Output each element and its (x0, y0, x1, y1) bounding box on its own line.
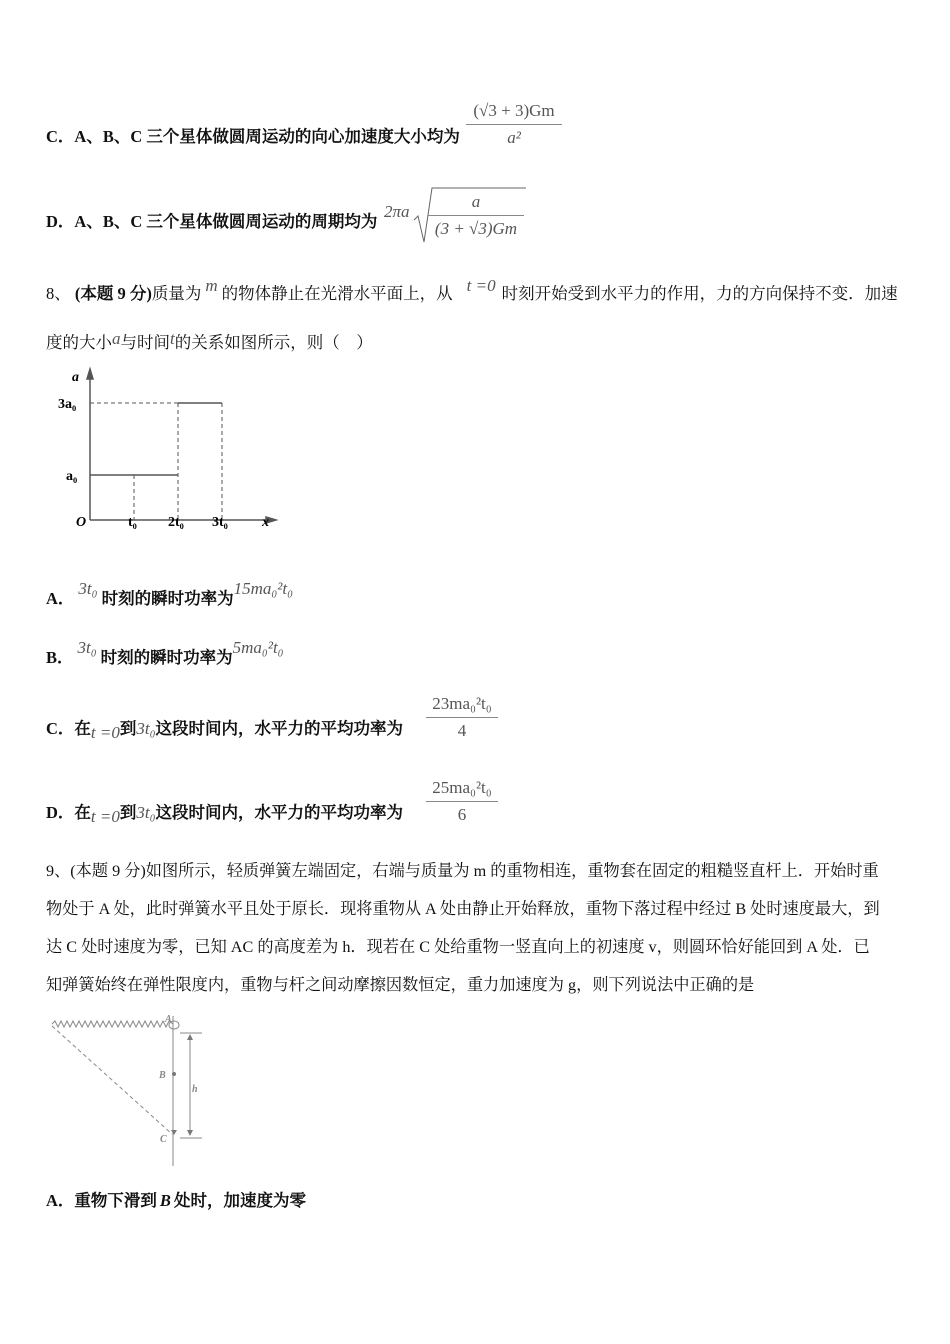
q9-stem-line-4: 知弹簧始终在弹性限度内，重物与杆之间动摩擦因数恒定，重力加速度为 g，则下列说法中正确的是 (46, 976, 755, 994)
q9-stem-line-1: 9、(本题 9 分)如图所示，轻质弹簧左端固定，右端与质量为 m 的重物相连，重物套在固定的粗糙竖直杆上．开始时重 (46, 862, 879, 880)
option-label: A． (46, 1191, 75, 1210)
option-text: A、B、C 三个星体做圆周运动的周期均为 (74, 212, 378, 231)
denominator: 6 (457, 805, 467, 824)
denominator: (3 + √3)Gm (434, 219, 518, 238)
math-m: m (205, 276, 218, 295)
option-text: 处时，加速度为零 (173, 1191, 306, 1210)
q7-option-d (46, 212, 377, 232)
label-h: h (192, 1084, 198, 1095)
q9-stem-line-3: 达 C 处时速度为零，已知 AC 的高度差为 h．现若在 C 处给重物一竖直向上的初速度 v，则圆环恰好能回到 A 处．已 (46, 938, 870, 956)
q8-stem-line-2 (46, 329, 373, 353)
q7-c-fraction (466, 101, 562, 148)
q8-d-fraction (426, 778, 498, 825)
option-text: 到 (119, 803, 137, 822)
q7-d-fraction (428, 192, 524, 239)
option-label: D． (46, 803, 75, 822)
stem-text: 度的大小 (46, 333, 112, 352)
q8-a-t-graph (50, 365, 290, 540)
q8-stem-line-1 (46, 276, 898, 304)
y-tick-a0: a₀ (66, 469, 78, 484)
math: 3t₀ (136, 803, 156, 822)
q9-stem-line-2: 物处于 A 处，此时弹簧水平且处于原长．现将重物从 A 处由静止开始释放，重物下落过程中经过 B 处时速度最大，到 (46, 900, 880, 918)
option-text: 时刻的瞬时功率为 (101, 589, 234, 608)
stem-text: 与时间 (120, 333, 170, 352)
math: 15ma₀²t₀ (233, 579, 293, 598)
denominator: 4 (457, 721, 467, 740)
q8-option-b[interactable] (46, 638, 284, 668)
origin-label: O (76, 515, 87, 530)
math: 3t₀ (77, 638, 97, 657)
q8-c-fraction (426, 694, 498, 741)
numerator: (√3 + 3)Gm (466, 101, 562, 125)
option-text: 这段时间内，水平力的平均功率为 (155, 803, 404, 822)
y-tick-3a0: 3a₀ (58, 397, 77, 412)
stem-text: 的关系如图所示，则（ ） (174, 333, 373, 352)
option-label: B． (46, 648, 74, 667)
q8-option-c[interactable] (46, 719, 404, 742)
spring (52, 1021, 173, 1027)
math-t: t (170, 329, 175, 348)
q8-option-d[interactable] (46, 803, 404, 826)
option-label: C． (46, 127, 75, 146)
option-text: 在 (74, 803, 91, 822)
option-label: A． (46, 589, 75, 608)
math: t =0 (90, 807, 120, 826)
option-label: C． (46, 719, 75, 738)
option-text: 这段时间内，水平力的平均功率为 (155, 719, 404, 738)
option-text: 重物下滑到 (74, 1191, 157, 1210)
option-text: 时刻的瞬时功率为 (100, 648, 233, 667)
math: 5ma₀²t₀ (232, 638, 284, 657)
math: t =0 (90, 723, 120, 742)
dashed-line (52, 1026, 172, 1134)
question-number: 8、 (46, 284, 71, 303)
x-tick-t0: t₀ (128, 515, 137, 530)
numerator: 25ma₀²t₀ (426, 778, 498, 802)
label-a: A (165, 1014, 172, 1025)
stem-text: 时刻开始受到水平力的作用，力的方向保持不变．加速 (501, 284, 898, 303)
denominator: a² (507, 128, 521, 147)
label-b: B (159, 1070, 166, 1081)
label-c: C (160, 1134, 167, 1145)
y-axis-label: a (72, 370, 79, 385)
q7-d-prefix: 2πa (384, 202, 410, 221)
option-text: 在 (74, 719, 91, 738)
math-a: a (112, 329, 121, 348)
option-text: B (159, 1191, 171, 1210)
q8-option-a[interactable] (46, 579, 293, 609)
option-label: D． (46, 212, 75, 231)
q9-option-a[interactable] (46, 1191, 306, 1211)
numerator: 23ma₀²t₀ (426, 694, 498, 718)
x-axis-label: x (262, 515, 269, 530)
q7-option-c (46, 127, 460, 147)
question-score: (本题 9 分) (74, 284, 152, 303)
x-tick-2t0: 2t₀ (168, 515, 184, 530)
stem-text: 质量为 (151, 284, 202, 303)
y-arrow-icon (87, 369, 93, 379)
math: 3t₀ (78, 579, 98, 598)
stem-text: 的物体静止在光滑水平面上，从 (221, 284, 453, 303)
math: 3t₀ (136, 719, 156, 738)
option-text: A、B、C 三个星体做圆周运动的向心加速度大小均为 (74, 127, 460, 146)
numerator: a (428, 192, 524, 216)
x-tick-3t0: 3t₀ (212, 515, 228, 530)
math-t0: t =0 (466, 276, 496, 295)
q9-spring-figure (44, 1014, 214, 1170)
option-text: 到 (119, 719, 137, 738)
